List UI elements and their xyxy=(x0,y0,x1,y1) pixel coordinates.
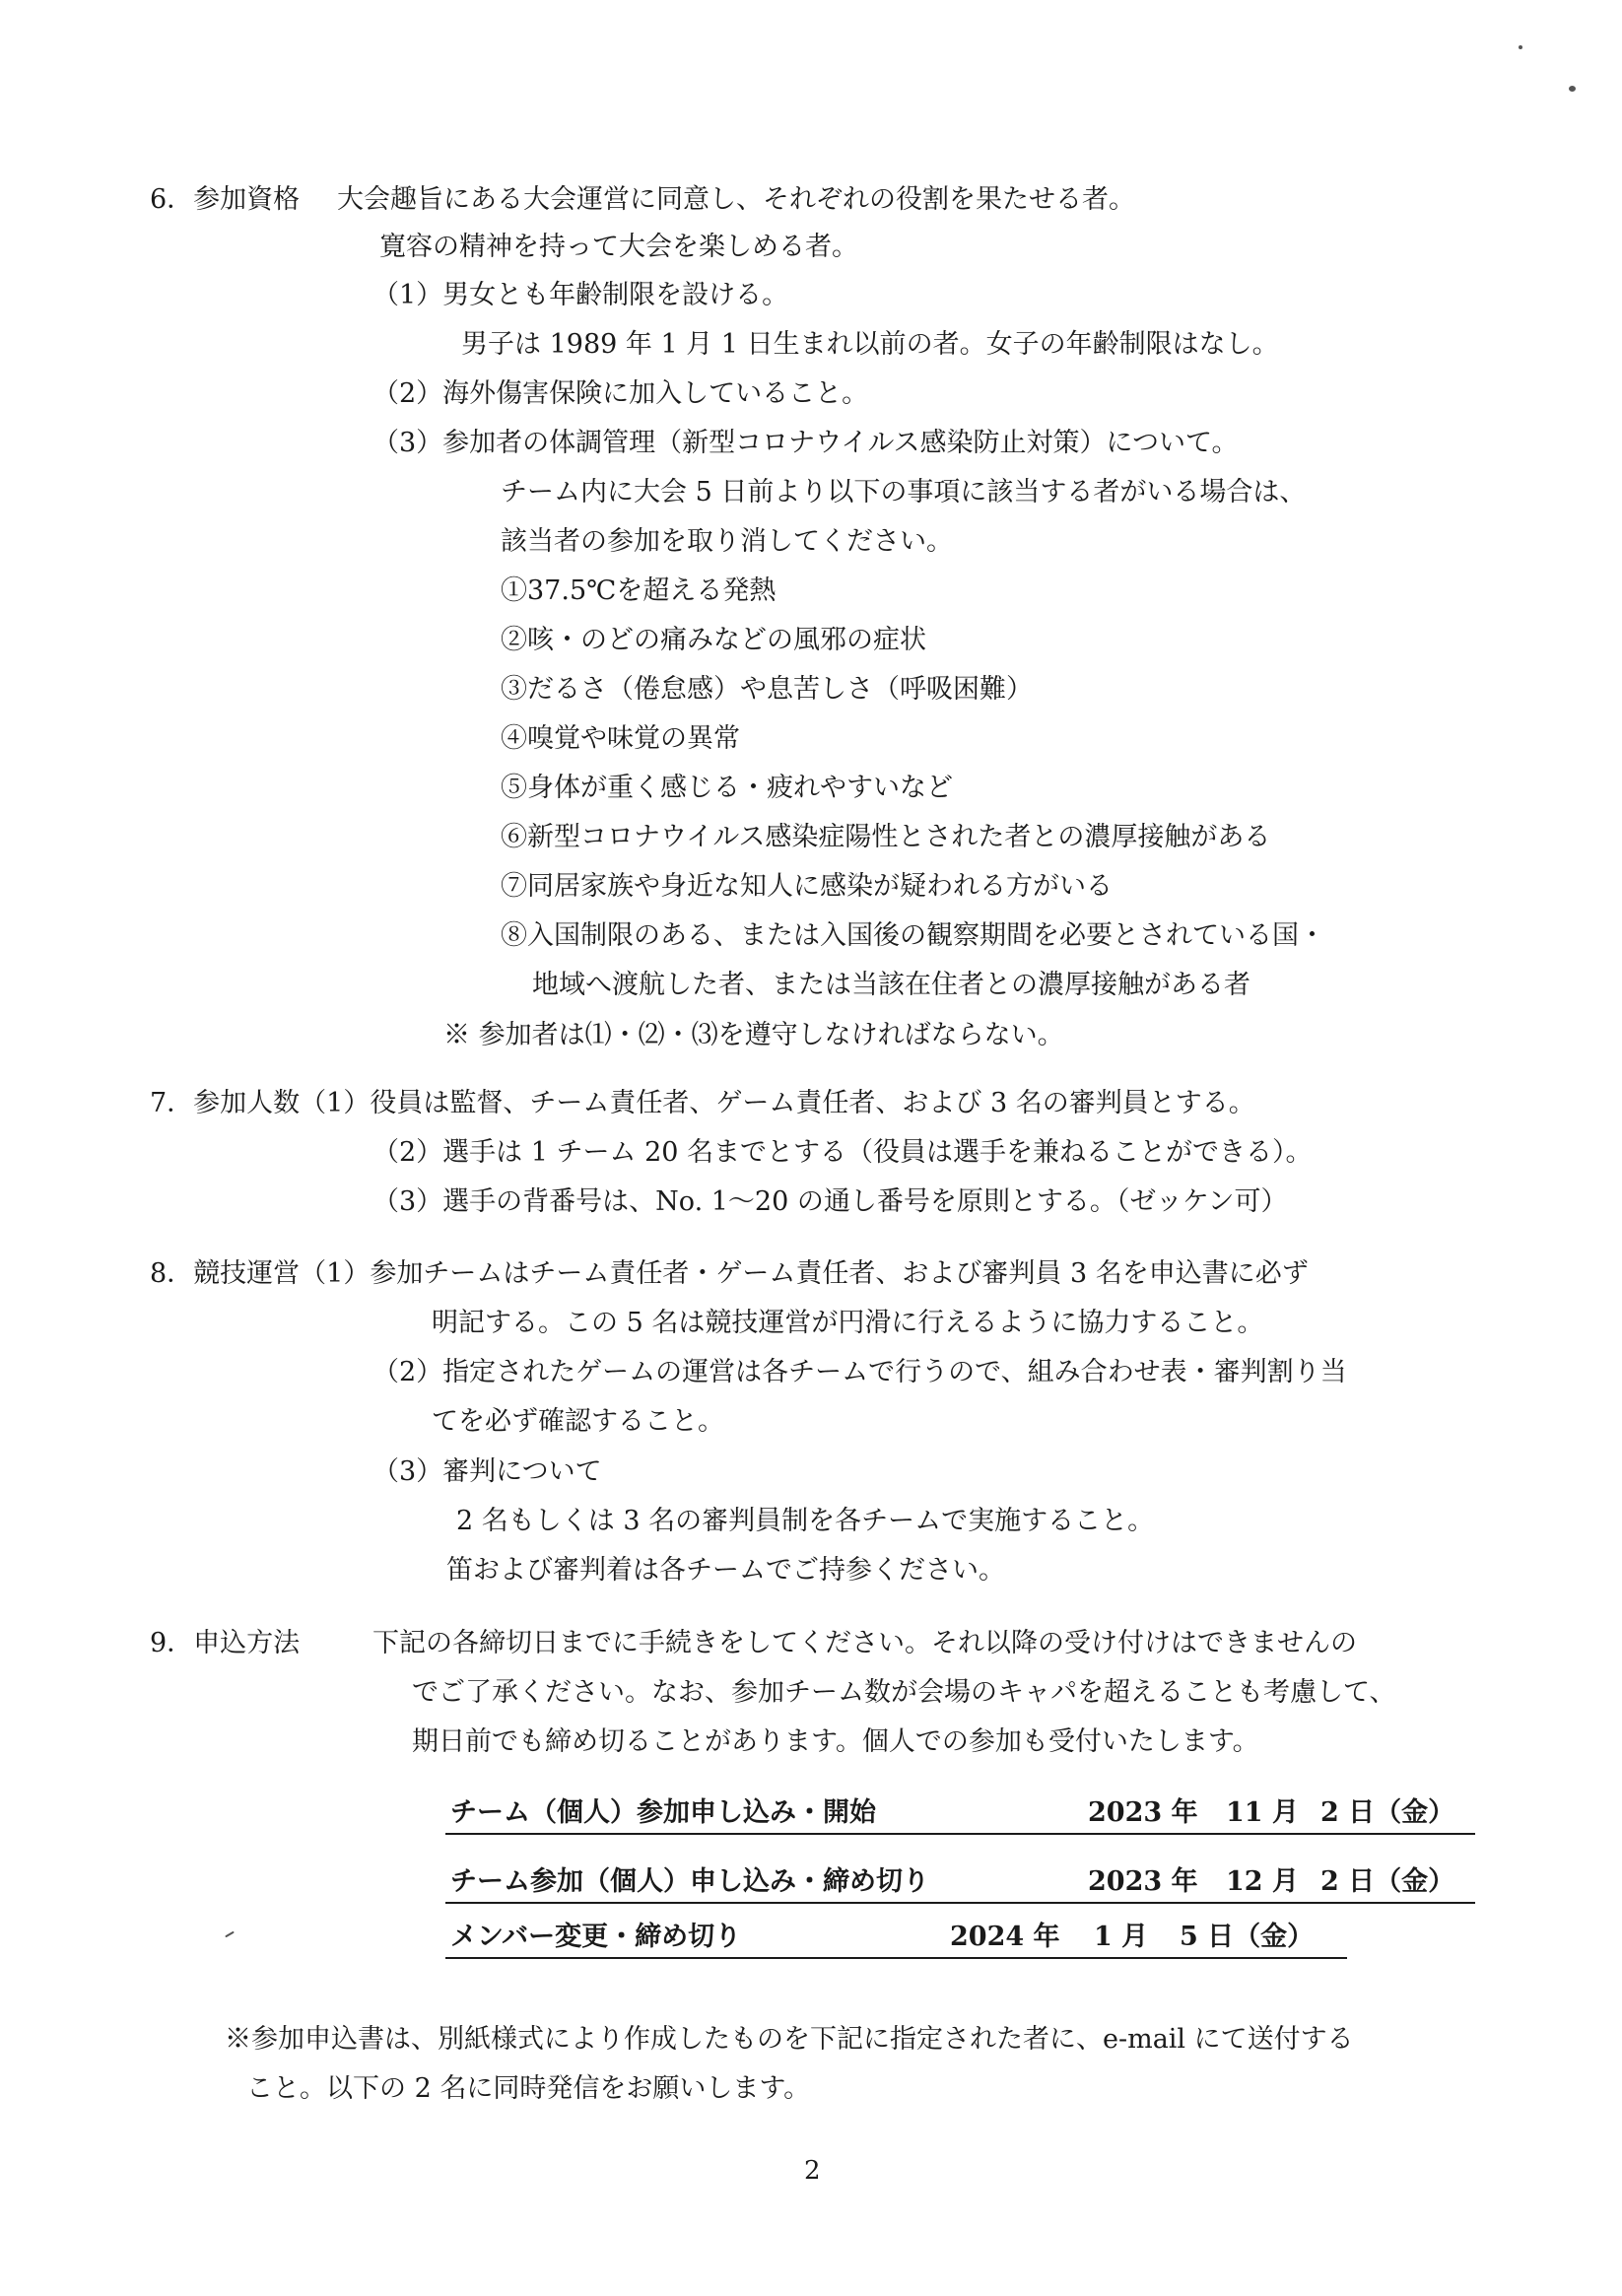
s6-item3: （3）参加者の体調管理（新型コロナウイルス感染防止対策）について。 xyxy=(372,428,1239,458)
deadline-row xyxy=(445,1864,1475,1904)
s8-line3-text2: 笛および審判着は各チームでご持参ください。 xyxy=(446,1555,1005,1586)
symptom-1: ①37.5℃を超える発熱 xyxy=(501,575,777,606)
s6-line1: 大会趣旨にある大会運営に同意し、それぞれの役割を果たせる者。 xyxy=(337,184,1135,215)
s9-line2: でご了承ください。なお、参加チーム数が会場のキャパを超えることも考慮して、 xyxy=(412,1677,1396,1708)
deadline-day: 5 日（金） xyxy=(1180,1922,1315,1952)
deadline-row xyxy=(445,1920,1347,1959)
s8-line3: （3）審判について xyxy=(372,1456,602,1487)
s7-line2: （2）選手は 1 チーム 20 名までとする（役員は選手を兼ねることができる）。 xyxy=(372,1137,1313,1168)
scan-speck xyxy=(1519,45,1522,49)
deadline-day: 2 日（金） xyxy=(1320,1797,1455,1828)
s8-line2-cont: てを必ず確認すること。 xyxy=(432,1406,724,1437)
deadline-year: 2023 年 xyxy=(1088,1866,1198,1897)
symptom-6: ⑥新型コロナウイルス感染症陽性とされた者との濃厚接触がある xyxy=(501,822,1271,852)
s6-note: ※ 参加者は⑴・⑵・⑶を遵守しなければならない。 xyxy=(443,1020,1064,1050)
s6-item3-text2: 該当者の参加を取り消してください。 xyxy=(501,526,953,557)
s8-line1-cont: 明記する。この 5 名は競技運営が円滑に行えるように協力すること。 xyxy=(432,1308,1264,1338)
symptom-8-cont: 地域へ渡航した者、または当該在住者との濃厚接触がある者 xyxy=(532,970,1250,1000)
symptom-7: ⑦同居家族や身近な知人に感染が疑われる方がいる xyxy=(501,871,1113,902)
s6-heading: 6．参加資格 xyxy=(150,184,301,215)
deadline-year: 2023 年 xyxy=(1088,1797,1198,1828)
symptom-3: ③だるさ（倦怠感）や息苦しさ（呼吸困難） xyxy=(501,674,1033,705)
s7-line3: （3）選手の背番号は、No. 1～20 の通し番号を原則とする。（ゼッケン可） xyxy=(372,1186,1288,1217)
deadline-month: 12 月 xyxy=(1226,1866,1299,1897)
deadline-month: 1 月 xyxy=(1094,1922,1149,1952)
page-number: 2 xyxy=(804,2156,821,2186)
s9-heading: 9．申込方法 xyxy=(150,1628,301,1658)
s6-item2: （2）海外傷害保険に加入していること。 xyxy=(372,378,869,409)
deadline-day: 2 日（金） xyxy=(1320,1866,1455,1897)
s8-line2: （2）指定されたゲームの運営は各チームで行うので、組み合わせ表・審判割り当 xyxy=(372,1357,1347,1387)
scan-speck xyxy=(1569,86,1576,92)
s7-line1: 7．参加人数（1）役員は監督、チーム責任者、ゲーム責任者、および 3 名の審判員とする。 xyxy=(150,1088,1255,1118)
s6-item1: （1）男女とも年齢制限を設ける。 xyxy=(372,280,789,310)
s9-line1: 下記の各締切日までに手続きをしてください。それ以降の受け付けはできませんの xyxy=(372,1628,1357,1658)
deadline-row xyxy=(445,1795,1475,1835)
deadline-label: チーム参加（個人）申し込み・締め切り xyxy=(450,1866,929,1897)
symptom-4: ④嗅覚や味覚の異常 xyxy=(501,723,740,754)
symptom-8: ⑧入国制限のある、または入国後の観察期間を必要とされている国・ xyxy=(501,920,1325,951)
footnote-line1: ※参加申込書は、別紙様式により作成したものを下記に指定された者に、e-mail にて送付する xyxy=(225,2024,1354,2055)
deadline-label: メンバー変更・締め切り xyxy=(450,1922,742,1952)
deadline-year: 2024 年 xyxy=(950,1922,1060,1952)
s9-line3: 期日前でも締め切ることがあります。個人での参加も受付いたします。 xyxy=(412,1726,1259,1757)
s6-item1-detail: 男子は 1989 年 1 月 1 日生まれ以前の者。女子の年齢制限はなし。 xyxy=(461,329,1279,360)
s8-line1: 8．競技運営（1）参加チームはチーム責任者・ゲーム責任者、および審判員 3 名を申込書に必ず xyxy=(150,1258,1309,1289)
s6-item3-text1: チーム内に大会 5 日前より以下の事項に該当する者がいる場合は、 xyxy=(501,477,1307,507)
symptom-2: ②咳・のどの痛みなどの風邪の症状 xyxy=(501,625,926,655)
deadline-label: チーム（個人）参加申し込み・開始 xyxy=(450,1797,876,1828)
s8-line3-text1: 2 名もしくは 3 名の審判員制を各チームで実施すること。 xyxy=(456,1506,1155,1536)
scan-speck xyxy=(225,1931,235,1938)
deadline-month: 11 月 xyxy=(1226,1797,1299,1828)
s6-line2: 寛容の精神を持って大会を楽しめる者。 xyxy=(379,232,858,262)
footnote-line2: こと。以下の 2 名に同時発信をお願いします。 xyxy=(246,2073,811,2104)
symptom-5: ⑤身体が重く感じる・疲れやすいなど xyxy=(501,773,953,803)
